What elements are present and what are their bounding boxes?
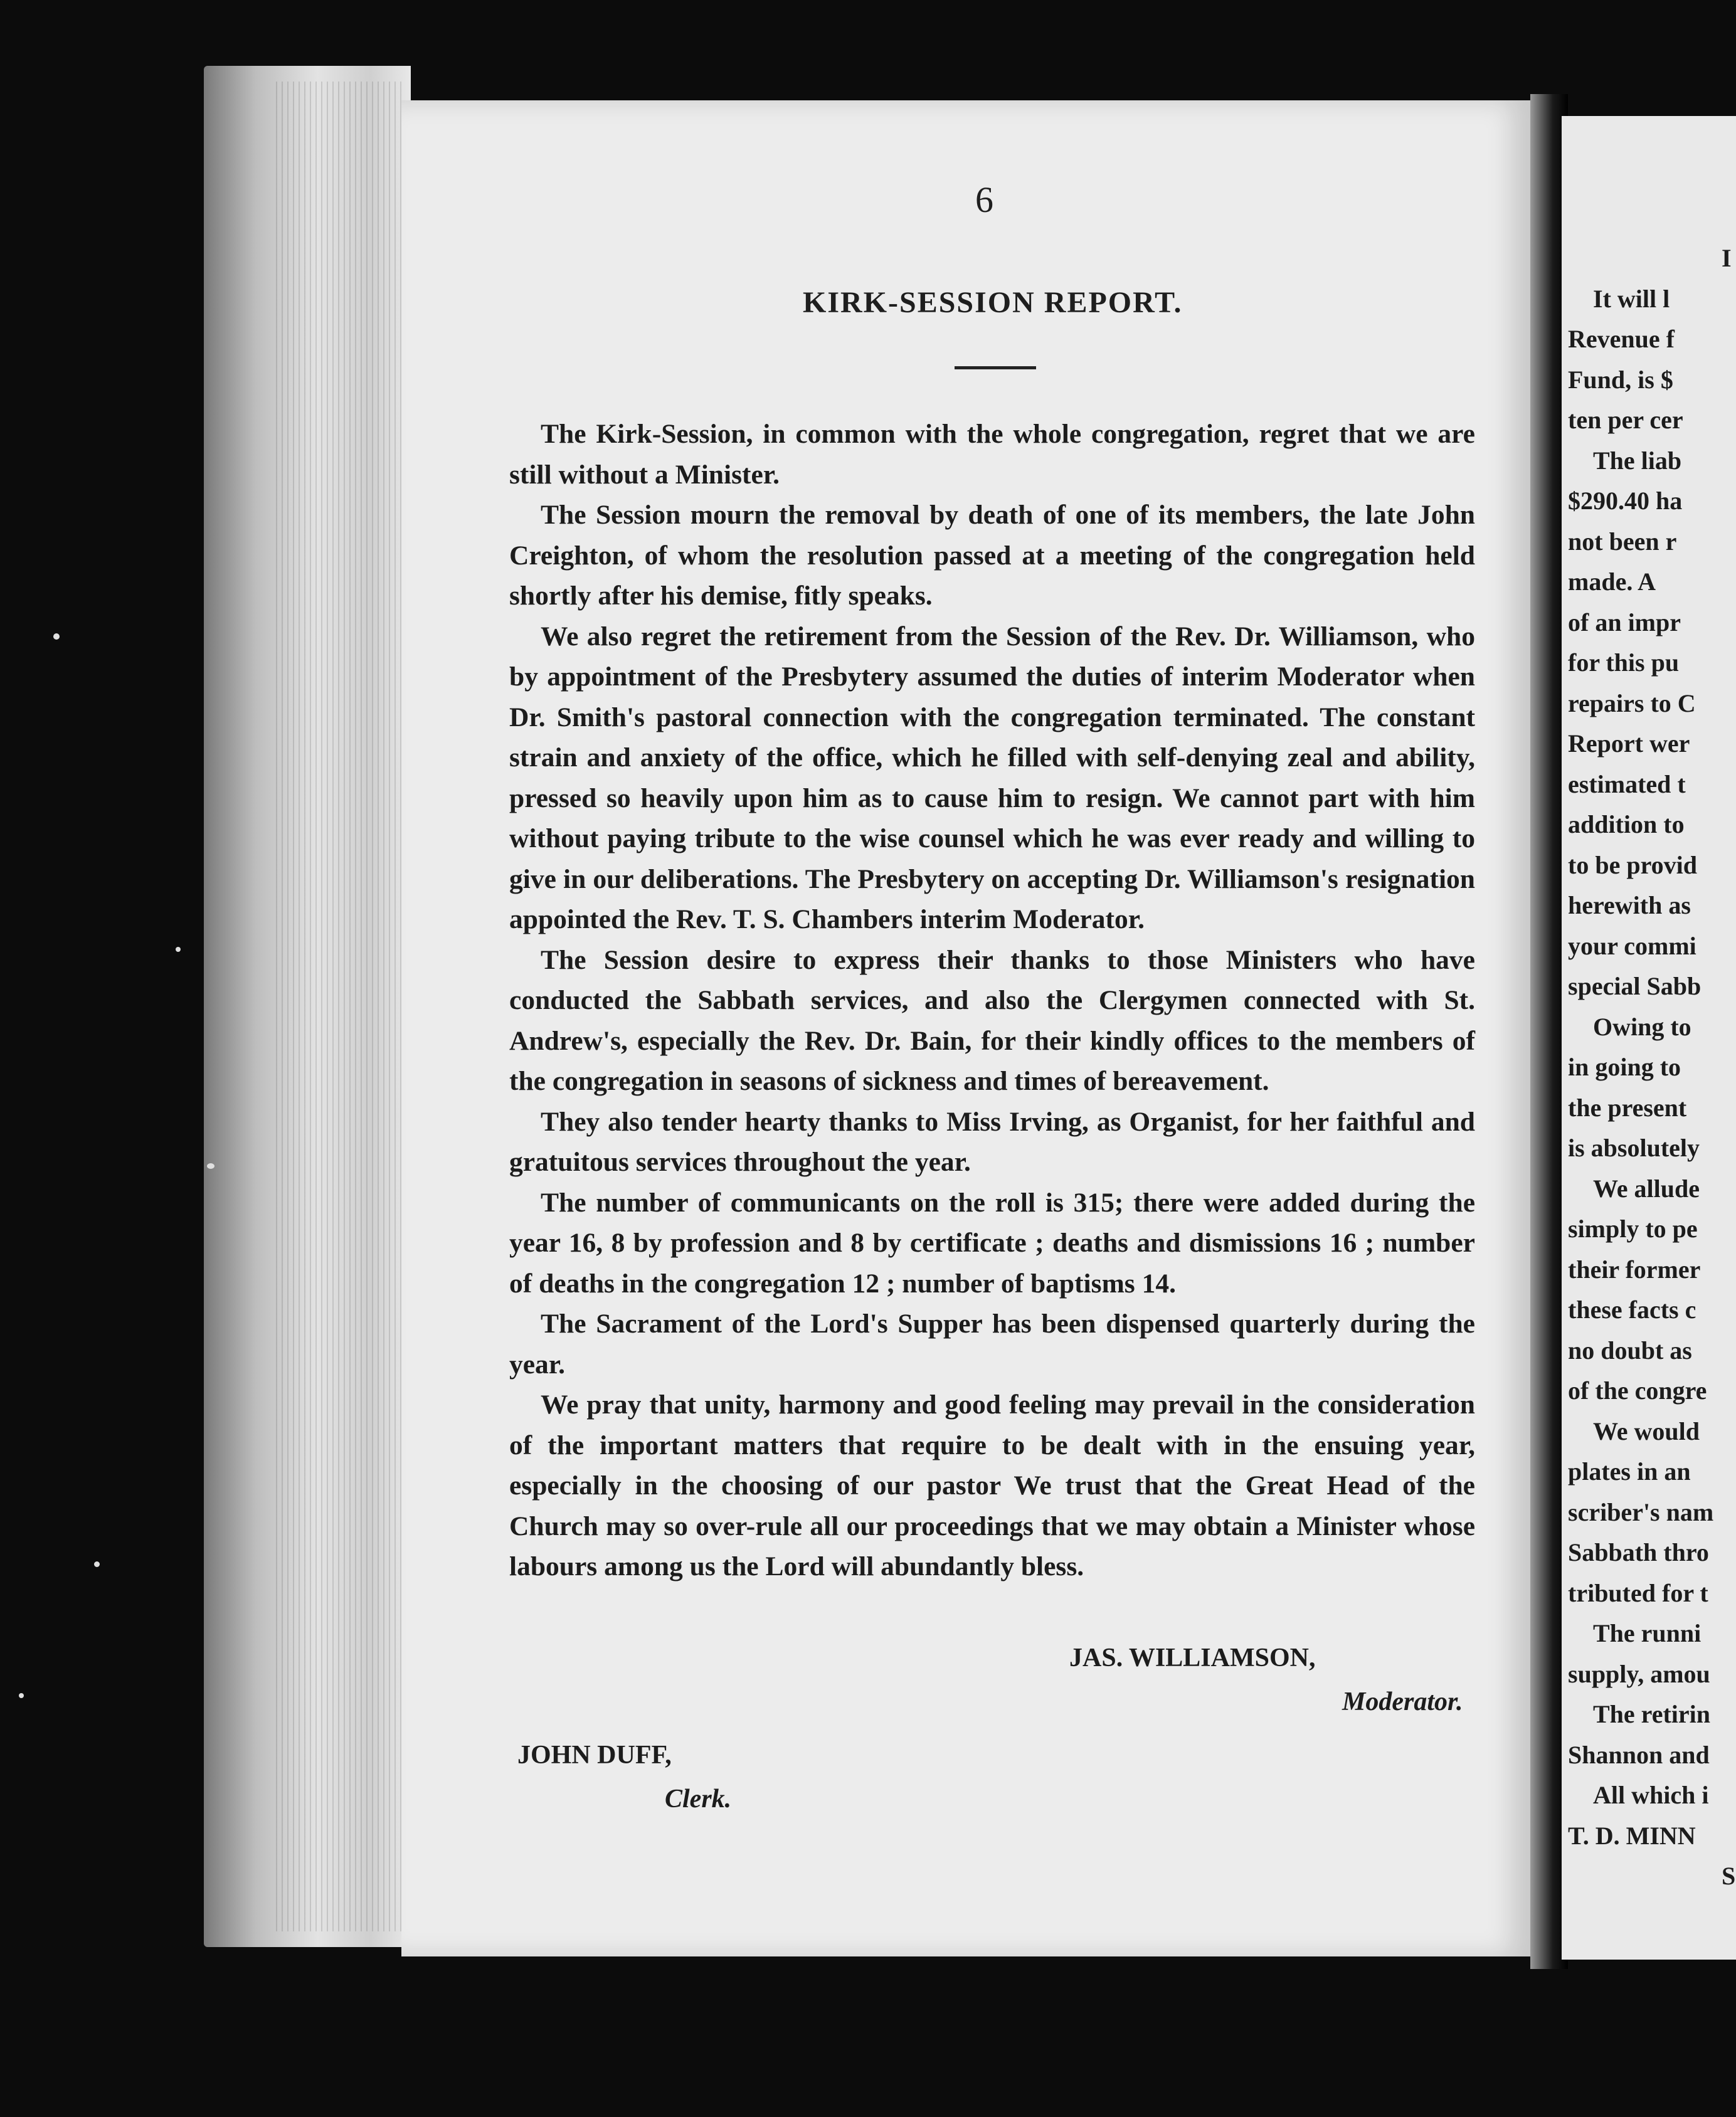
right-line: The liab (1593, 446, 1682, 475)
film-speck (53, 633, 60, 640)
clerk-name: JOHN DUFF, (517, 1741, 672, 1770)
right-line: of the congre (1568, 1376, 1707, 1405)
right-page-text (1568, 238, 1736, 1897)
paragraph: They also tender hearty thanks to Miss Irving, as Organist, for her faithful and gratuitous services throughout the year. (509, 1106, 1475, 1177)
right-line: in going to (1568, 1053, 1681, 1081)
right-line: not been r (1568, 527, 1677, 556)
report-title: KIRK-SESSION REPORT. (803, 286, 1183, 319)
page-edge-lines (276, 82, 401, 1931)
right-line: plates in an (1568, 1457, 1691, 1486)
report-body (509, 414, 1475, 1587)
right-line: We would (1593, 1417, 1700, 1445)
right-line: addition to (1568, 810, 1685, 838)
signature-name: JAS. WILLIAMSON, (1069, 1644, 1316, 1672)
paragraph: We pray that unity, harmony and good feeling may prevail in the consideration of the important matters that require to be dealt with in the ensuing year, especially in the choosing of our pastor We trust that the Great Head of the Church may so over-rule all our proceedings that we may obtain a Minister whose labours among us the Lord will abundantly bless. (509, 1390, 1475, 1581)
right-line: these facts c (1568, 1296, 1696, 1324)
right-line: special Sabb (1568, 972, 1702, 1000)
right-line: scriber's nam (1568, 1497, 1714, 1526)
right-line: ten per cer (1568, 406, 1683, 434)
right-line: S (1722, 1862, 1736, 1890)
right-line: I (1722, 244, 1732, 272)
right-line: is absolutely (1568, 1134, 1700, 1162)
right-line: Report wer (1568, 729, 1690, 758)
right-line: herewith as (1568, 891, 1691, 919)
right-line: $290.40 ha (1568, 487, 1683, 515)
right-line: your commi (1568, 931, 1696, 960)
film-speck (207, 1163, 214, 1169)
right-line: Owing to (1593, 1012, 1691, 1041)
paragraph: The number of communicants on the roll is 315; there were added during the year 16, 8 by profession and 8 by certificate ; deaths and dismissions 16 ; number of deaths in the congregation 12 ; number of baptisms 14. (509, 1187, 1475, 1299)
right-line: for this pu (1568, 648, 1680, 677)
film-speck (176, 947, 181, 952)
right-line: to be provid (1568, 850, 1697, 879)
paragraph: The Session mourn the removal by death of one of its members, the late John Creighton, of whom the resolution passed at a meeting of the congregation held shortly after his demise, fitly speaks. (509, 500, 1475, 611)
right-line: repairs to C (1568, 689, 1696, 717)
right-line: The runni (1593, 1619, 1702, 1647)
right-line: Sabbath thro (1568, 1538, 1709, 1566)
right-line: T. D. MINN (1568, 1821, 1696, 1850)
right-line: tributed for t (1568, 1578, 1708, 1607)
right-line: All which i (1593, 1781, 1709, 1809)
paragraph: The Sacrament of the Lord's Supper has been dispensed quarterly during the year. (509, 1309, 1475, 1380)
film-speck (19, 1693, 24, 1698)
clerk-title: Clerk. (665, 1785, 732, 1813)
right-line: simply to pe (1568, 1215, 1698, 1243)
paragraph: The Session desire to express their thanks to those Ministers who have conducted the Sabbath services, and also the Clergymen connected with St. Andrew's, especially the Rev. Dr. Bain, for their kindly offices to the members of the congregation in seasons of sickness and times of bereavement. (509, 944, 1475, 1096)
right-line: Revenue f (1568, 325, 1675, 353)
paragraph: We also regret the retirement from the Session of the Rev. Dr. Williamson, who by appointment of the Presbytery assumed the duties of interim Moderator when Dr. Smith's pastoral connection with the congregation terminated. The constant strain and anxiety of the office, which he filled with self-denying zeal and ability, pressed so heavily upon him as to cause him to resign. We cannot part with him without paying tribute to the wise counsel which he was ever ready and willing to give in our deliberations. The Presbytery on accepting Dr. Williamson's resignation appointed the Rev. T. S. Chambers interim Moderator. (509, 621, 1475, 934)
right-line: The retirin (1593, 1700, 1711, 1728)
film-speck (94, 1561, 100, 1567)
paragraph: The Kirk-Session, in common with the whole congregation, regret that we are still without a Minister. (509, 419, 1475, 490)
right-line: made. A (1568, 568, 1656, 596)
right-line: We allude (1593, 1174, 1700, 1203)
title-rule (955, 366, 1036, 369)
right-line: their former (1568, 1255, 1701, 1284)
page-number: 6 (975, 179, 993, 220)
right-line: It will l (1593, 284, 1670, 313)
right-line: of an impr (1568, 608, 1681, 636)
right-line: Fund, is $ (1568, 365, 1673, 394)
right-line: the present (1568, 1093, 1687, 1122)
right-line: no doubt as (1568, 1336, 1692, 1365)
right-line: estimated t (1568, 769, 1686, 798)
signature-title: Moderator. (1342, 1687, 1463, 1716)
right-line: Shannon and (1568, 1740, 1710, 1769)
right-line: supply, amou (1568, 1659, 1710, 1688)
